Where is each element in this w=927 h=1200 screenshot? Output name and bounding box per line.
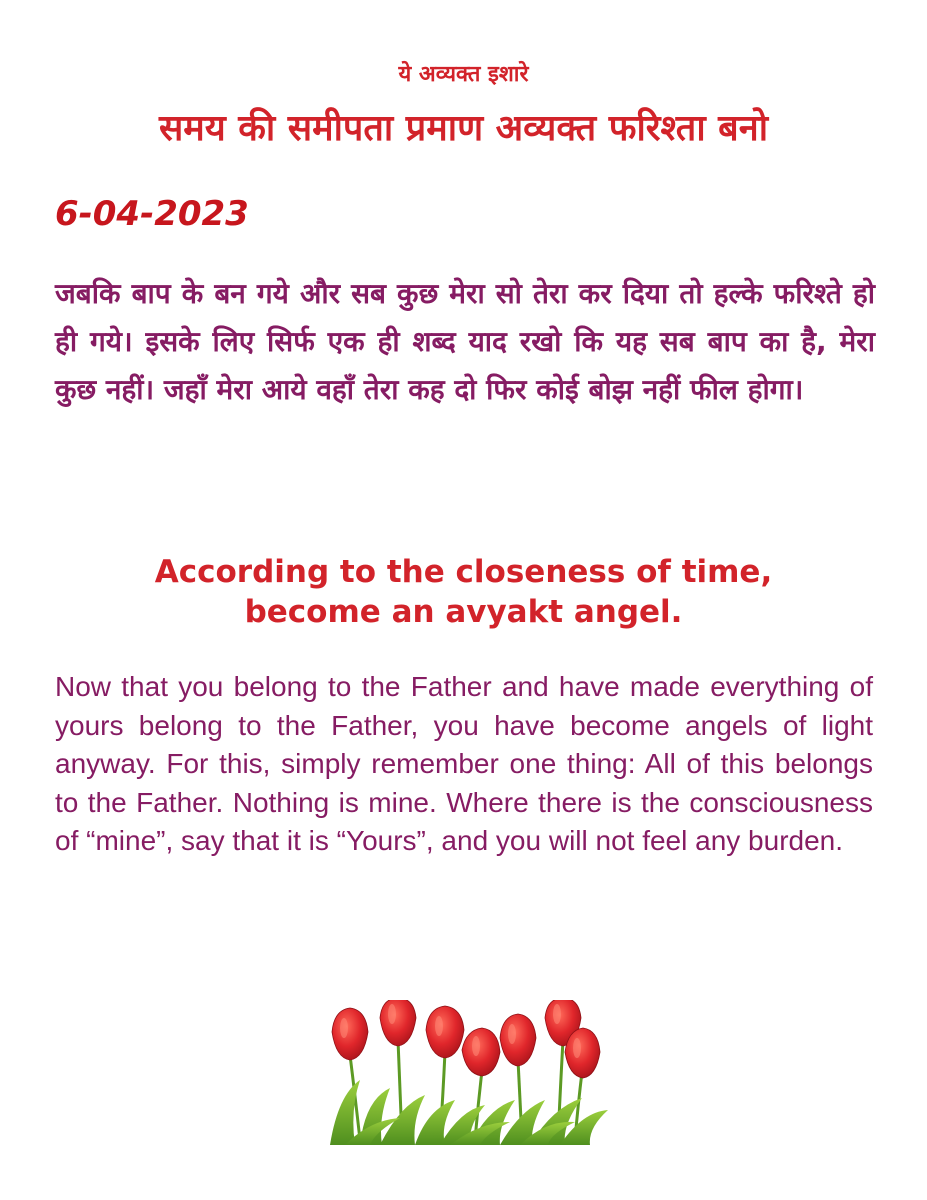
english-paragraph: Now that you belong to the Father and have made everything of yours belong to the Father, you have become angels of light anyway. For this, simply remember one thing: All of this belongs to the Father. Nothing is mine. Where there is the consciousness of “mine”, say that it is “Yours”, and you will not feel any burden.	[55, 671, 873, 856]
series-subtitle: ये अव्यक्त इशारे	[398, 62, 529, 87]
hindi-title: समय की समीपता प्रमाण अव्यक्त फरिश्ता बनो	[158, 108, 769, 149]
tulips-illustration	[320, 1000, 610, 1145]
english-title-line-1: According to the closeness of time,	[154, 554, 773, 590]
tulip-leaves	[330, 1080, 608, 1145]
english-title-line-2: become an avyakt angel.	[244, 594, 683, 630]
date-label: 6-04-2023	[55, 194, 249, 234]
english-title	[0, 552, 927, 632]
hindi-paragraph: जबकि बाप के बन गये और सब कुछ मेरा सो तेरा कर दिया तो हल्के फरिश्ते हो ही गये। इसके लिए सिर्फ एक ही शब्द याद रखो कि यह सब बाप का है, मेरा कुछ नहीं। जहाँ मेरा आये वहाँ तेरा कह दो फिर कोई बोझ नहीं फील होगा।	[55, 277, 875, 406]
